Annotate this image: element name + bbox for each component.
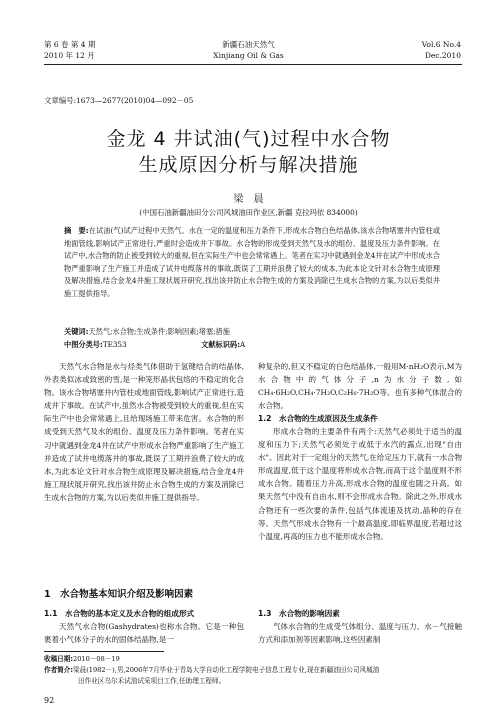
- author-bio-line-1: 梁晨(1982－),男,2006年7月毕业于青岛大学自动化工程学院电子信息工程专业,现在新疆油田公司风城油: [73, 666, 380, 674]
- author-bio-label: 作者简介:: [44, 666, 74, 674]
- author-affiliation: (中国石油新疆油田分公司风城油田作业区,新疆 克拉玛依 834000): [139, 208, 358, 217]
- section-1-1-heading: 1.1 水合物的基本定义及水合物的组成形式: [44, 609, 195, 618]
- section-1-1-body: [44, 620, 244, 646]
- title-line-1: 金龙 4 井试油(气)过程中水合物: [106, 128, 391, 150]
- abstract-text: 在试油(气)试产过程中天然气、水在一定的温度和压力条件下,形成水合物白色结晶体,该水合物堵塞井内管柱或地面管线,影响试产正常进行,严重时会造成井下事故。水合物的形成受到天然气及水的组份、温度及压力条件影响。在试产中,水合物的防止被受到较大的重视,但在实际生产中也会常常遇上。笔者在实习中就遇到金龙4井在试产中形成水合物严重影响了生产施工并造成了试井电缆落井的事故,既误了工期并浪费了较大的成本,为此本论文针对水合物生成原理及解决措施,结合金龙4井施工现状展开研究,找出该井防止水合物生成的方案及消除已生成水合物的方案,为以后类似井施工提供指导。: [64, 226, 441, 298]
- received-date: [44, 654, 464, 665]
- page-number: 92: [44, 696, 55, 705]
- abstract: [64, 225, 440, 301]
- section-1-2-heading: 1.2 水合物的生成原因及生成条件: [258, 414, 378, 423]
- journal-volume: 第 6 卷 第 4 期: [44, 40, 96, 49]
- continued-paragraph: 种复杂的,但又不稳定的白色结晶体,一般用M·nH₂O表示,M为水合物中的气体分子,n为水分子数,如CH₄·6H₂O,CH₄·7H₂O,C₂H₆·7H₂O等。也有多种气体混合的水合物。: [258, 362, 462, 411]
- abstract-label: 摘 要:: [64, 226, 89, 235]
- section-1-2-text: 形成水合物的主要条件有两个:天然气必须处于适当的温度和压力下;天然气必须处于或低于水汽的露点,出现"自由水"。因此对于一定组分的天然气,在给定压力下,就有一水合物形成温度,低于这个温度将形成水合物,而高于这个温度则不形成水合物。随着压力升高,形成水合物的温度也随之升高。如果天然气中没有自由水,则不会形成水合物。除此之外,形成水合物还有一些次要的条件,包括气体流速及扰动,晶种的存在等。天然气形成水合物有一个最高温度,即临界温度,若超过这个温度,再高的压力也不能形成水合物。: [258, 427, 462, 541]
- author-bio: [44, 665, 464, 676]
- section-1-3-heading: 1.3 水合物的影响因素: [258, 609, 340, 618]
- article-number: 文章编号:1673—2677(2010)04—092－05: [44, 96, 194, 105]
- journal-volume-en: Vol.6 No.4: [421, 40, 461, 49]
- left-column: [44, 360, 244, 504]
- section-1-2-body: [258, 425, 462, 543]
- keywords: [64, 326, 440, 339]
- section-1-heading: 1 水合物基本知识介绍及影响因素: [44, 589, 194, 600]
- classification-label: 中图分类号:: [64, 340, 103, 349]
- section-1-1-text: 天然气水合物(Gashydrates)也称水合物。它是一种包裹着小气体分子的水的固体结晶物,是一: [44, 622, 244, 645]
- doc-code-label: 文献标识码:: [201, 340, 240, 349]
- title-line-2: 生成原因分析与解决措施: [138, 154, 359, 176]
- keywords-text: 天然气;水合物;生成条件;影响因素;堵塞;措施: [88, 327, 230, 336]
- received-value: 2010－08－19: [73, 655, 120, 663]
- header-rule: [44, 64, 462, 65]
- journal-date-en: Dec.2010: [424, 51, 461, 60]
- section-1-3-body: [258, 620, 462, 646]
- author-name: 梁 晨: [233, 194, 264, 205]
- journal-date: 2010 年 12 月: [44, 51, 95, 60]
- author-bio-cont: 田作业区乌尔禾试油试采项目工作,任助理工程师。: [78, 677, 226, 685]
- received-label: 收稿日期:: [44, 655, 74, 663]
- keywords-label: 关键词:: [64, 327, 89, 336]
- doc-code-value: A: [239, 340, 246, 349]
- section-1-3-text: 气体水合物的生成受气体组分、温度与压力、水－气接触方式和添加剂等因素影响,这些因素制: [258, 622, 462, 645]
- intro-paragraph: 天然气水合物是水与烃类气体借助于氢键结合的结晶体,外表类似冰或致密的雪,是一种笼形晶状包络的不稳定的化合物。该水合物堵塞井内管柱或地面管线,影响试产正常进行,造成井下事故。在试产中,虽然水合物被受到较大的重视,但在实际生产中也会常常遇上,且给现场施工带来危害。水合物的形成受到天然气及水的组份、温度及压力条件影响。笔者在实习中就遇到金龙4井在试产中形成水合物严重影响了生产施工并造成了试井电缆落井的事故,既误了工期并浪费了较大的成本,为此本论文针对水合物生成原理及解决措施,结合金龙4井施工现状展开研究,找出该井防止水合物生成的方案及消除已生成水合物的方案,为以后类似井施工提供指导。: [44, 362, 244, 502]
- footnote-rule: [44, 651, 164, 652]
- classification-value: TE353: [102, 340, 127, 349]
- classification: [64, 339, 440, 352]
- journal-name: 新疆石油天然气: [222, 40, 275, 49]
- journal-name-en: Xinjiang Oil & Gas: [213, 51, 284, 60]
- right-column-top: [258, 360, 462, 412]
